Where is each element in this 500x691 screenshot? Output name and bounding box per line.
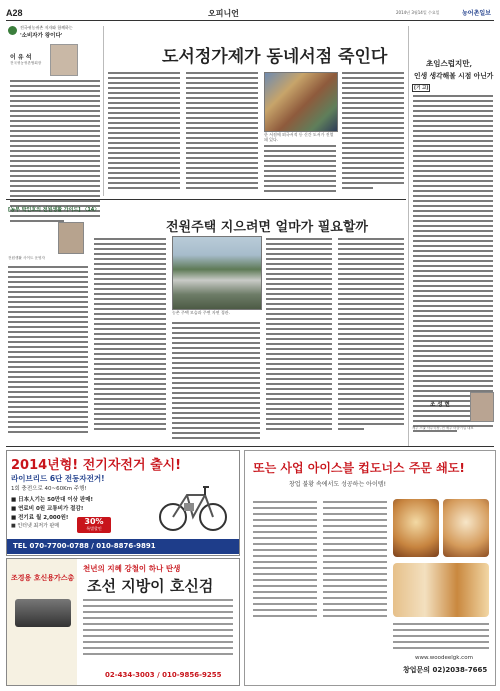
ad-donut-body-c bbox=[393, 623, 489, 649]
discount-value: 30% bbox=[84, 517, 104, 526]
bookstore-photo-caption: 한 서점에 외국서적 등 신간 도서가 진열돼 있다. bbox=[264, 132, 334, 142]
author2-caption: 전원생활 사이트 운영자 bbox=[8, 256, 45, 260]
second-col-c bbox=[172, 322, 260, 439]
header-rule bbox=[6, 20, 494, 21]
ad-donut[interactable] bbox=[244, 450, 496, 686]
donut-photo-1 bbox=[393, 499, 439, 557]
ad-defense[interactable] bbox=[6, 558, 240, 686]
section-name: 오피니언 bbox=[208, 9, 239, 18]
main-article-col-b bbox=[186, 72, 258, 189]
second-col-d bbox=[266, 238, 332, 430]
column-right-tag: [기 고] bbox=[414, 86, 429, 91]
header-date: 2014년 3월14일 수요일 bbox=[396, 10, 440, 15]
ad-ebike-phone: TEL 070-7700-0788 / 010-8876-9891 bbox=[13, 542, 156, 550]
ad-defense-title2: 조선 지방이 호신검 bbox=[87, 577, 214, 595]
second-article-tag: [농부 박인호의 전원생활 가이드] 〈14〉 bbox=[8, 207, 100, 213]
column-right-tag-text: 기 고 bbox=[416, 86, 427, 91]
column-right-title-2: 인생 생각해볼 시점 아닌가 bbox=[414, 72, 494, 80]
donut-photo-2 bbox=[443, 499, 489, 557]
ad-ebike-line2: 1회 충전으로 40~60Km 주행! bbox=[11, 486, 87, 492]
bicycle-icon bbox=[157, 477, 229, 533]
ads-rule bbox=[6, 446, 494, 447]
column-right-author-title: 제주 스쿨 사무국장, 전 제주 마을기업 대표 bbox=[412, 426, 474, 430]
main-article-col-d bbox=[342, 72, 404, 189]
second-col-b bbox=[94, 238, 166, 430]
ad-ebike-b2: ■ 연료비 0원 교통비가 절감! bbox=[11, 506, 84, 512]
paper-name: 농어촌일보 bbox=[462, 10, 491, 17]
section-rule bbox=[6, 199, 406, 200]
column-right-body bbox=[413, 95, 493, 432]
column-right-title-1: 초임스럽지만, bbox=[426, 59, 473, 68]
column-right-author-photo bbox=[470, 392, 494, 422]
ad-ebike-b3: ■ 전기료 월 2,000원! bbox=[11, 515, 69, 521]
ad-ebike-line1: 라이브리드 6단 전동자전거! bbox=[11, 474, 105, 483]
second-col-a bbox=[8, 266, 88, 433]
discount-badge bbox=[77, 517, 111, 533]
ad-donut-title: 또는 사업 아이스블 컵도너스 주문 쇄도! bbox=[253, 461, 465, 475]
village-photo bbox=[172, 236, 262, 310]
bookstore-photo bbox=[264, 72, 338, 132]
col1-series: '소비자가 왕이다' bbox=[20, 33, 63, 39]
ad-defense-phone: 02-434-3003 / 010-9856-9255 bbox=[105, 671, 222, 679]
main-article-col-c bbox=[264, 145, 336, 192]
second-col-e bbox=[338, 238, 404, 430]
donut-photo-3 bbox=[393, 563, 489, 617]
ad-defense-title1: 조경용 호신용가스총 bbox=[11, 574, 75, 582]
ad-donut-phone: 창업문의 02)2038-7665 bbox=[403, 666, 488, 674]
col1-author-title: 전국귀농귀촌협회장 bbox=[10, 61, 42, 65]
col1-logo-icon bbox=[8, 26, 17, 35]
ad-ebike-phone-bar bbox=[7, 539, 239, 554]
gun-image bbox=[15, 599, 71, 627]
discount-label: 특별할인 bbox=[86, 526, 102, 531]
ad-donut-website[interactable]: www.woodeelgk.com bbox=[415, 655, 473, 661]
col-divider-2 bbox=[408, 26, 409, 446]
column-right-author: 조 성 현 bbox=[430, 402, 450, 408]
col1-author: 이 유 석 bbox=[10, 54, 32, 61]
main-article-col-a bbox=[108, 72, 180, 189]
main-article-title: 도서정가제가 동네서점 죽인다 bbox=[162, 47, 388, 67]
col-divider-1 bbox=[103, 26, 104, 196]
second-article-title: 전원주택 지으려면 얼마가 필요할까 bbox=[166, 220, 368, 235]
ad-ebike-b4: ■ 인터넷 최저가 판매 bbox=[11, 523, 60, 529]
col1-label: 전국귀농귀촌 저자와 함께하는 bbox=[20, 25, 73, 30]
ad-ebike-b1: ■ 日本人기는 50만대 이상 판매! bbox=[11, 497, 94, 503]
ad-defense-body bbox=[83, 599, 233, 655]
ad-defense-subtitle: 천년의 지혜 강철이 하나 탄생 bbox=[83, 564, 181, 573]
author-photo bbox=[50, 44, 78, 76]
page-number: A28 bbox=[6, 8, 23, 18]
ad-ebike[interactable] bbox=[6, 450, 240, 556]
author2-photo bbox=[58, 222, 84, 254]
col1-body bbox=[10, 80, 100, 222]
village-photo-caption: 농촌 주택 모습과 주변 자연 경관. bbox=[172, 310, 230, 315]
ad-donut-body-b bbox=[323, 501, 387, 617]
ad-donut-body-a bbox=[253, 501, 317, 617]
ad-donut-subtitle: 창업 불황 속에서도 성공하는 아이템! bbox=[289, 481, 386, 488]
ad-ebike-headline: 2014년형! 전기자전거 출시! bbox=[11, 458, 182, 473]
